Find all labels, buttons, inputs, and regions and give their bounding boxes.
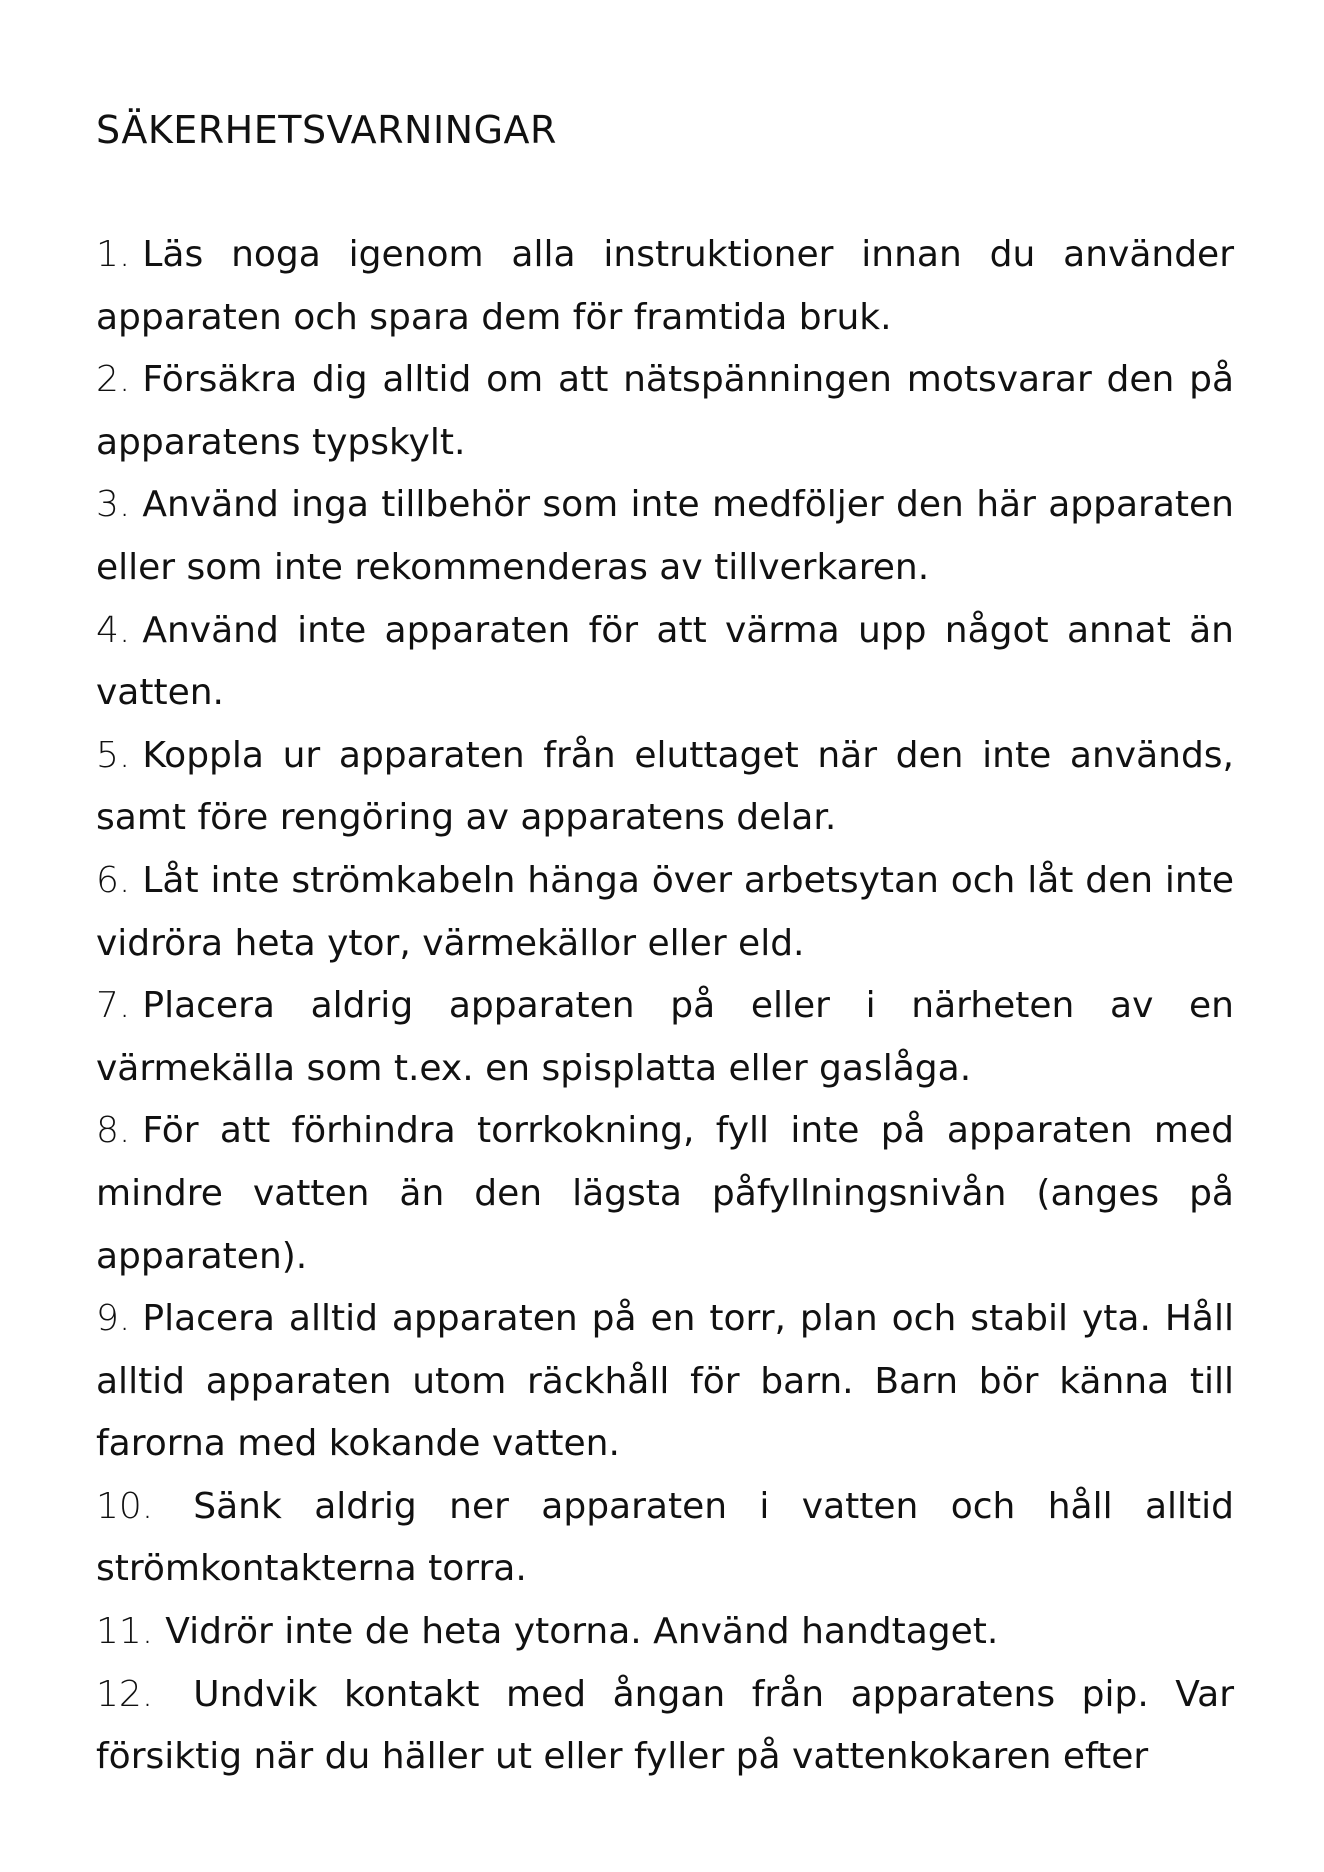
list-item [96,850,1234,975]
item-number: 11. [96,1611,154,1653]
item-text: Placera aldrig apparaten på eller i närheten av en värmekälla som t.ex. en spisplatta eller gaslåga. [96,985,1234,1089]
page-title: SÄKERHETSVARNINGAR [96,108,557,152]
item-text: Vidrör inte de heta ytorna. Använd handtaget. [165,1611,999,1653]
item-number: 4. [96,609,131,651]
item-text: För att förhindra torrkokning, fyll inte på apparaten med mindre vatten än den lägsta påfyllningsnivån (anges på apparaten). [96,1110,1234,1277]
item-text: Sänk aldrig ner apparaten i vatten och håll alltid strömkontakterna torra. [96,1485,1234,1590]
list-item [96,349,1234,474]
list-item [96,975,1234,1100]
item-number: 8. [96,1110,131,1152]
item-number: 10. [96,1485,154,1527]
list-item [96,1100,1234,1288]
list-item [96,1476,1234,1601]
item-number: 6. [96,859,131,901]
list-item [96,474,1234,599]
list-item [96,1601,1234,1664]
item-number: 9. [96,1298,131,1340]
list-item [96,1288,1234,1476]
item-text: Använd inga tillbehör som inte medföljer den här apparaten eller som inte rekommenderas av tillverkaren. [96,484,1234,588]
item-number: 7. [96,985,131,1027]
item-number: 1. [96,234,131,275]
list-item [96,1664,1234,1789]
item-number: 2. [96,359,131,401]
item-number: 12. [96,1673,154,1715]
item-text: Koppla ur apparaten från eluttaget när den inte används, samt före rengöring av apparatens delar. [96,734,1234,839]
item-text: Försäkra dig alltid om att nätspänningen motsvarar den på apparatens typskylt. [96,359,1234,463]
item-number: 3. [96,484,131,526]
list-item [96,725,1234,850]
list-item [96,224,1234,349]
item-text: Använd inte apparaten för att värma upp något annat än vatten. [96,609,1234,714]
item-number: 5. [96,734,131,776]
item-text: Läs noga igenom alla instruktioner innan du använder apparaten och spara dem för framtida bruk. [96,234,1234,338]
list-item [96,600,1234,725]
item-text: Låt inte strömkabeln hänga över arbetsytan och låt den inte vidröra heta ytor, värmekällor eller eld. [96,859,1234,964]
item-text: Undvik kontakt med ångan från apparatens pip. Var försiktig när du häller ut eller fyller på vattenkokaren efter [96,1673,1234,1778]
item-text: Placera alltid apparaten på en torr, plan och stabil yta. Håll alltid apparaten utom räckhåll för barn. Barn bör känna till farorna med kokande vatten. [96,1298,1234,1465]
document-page [96,100,1234,1778]
safety-warning-list [96,224,1234,1789]
